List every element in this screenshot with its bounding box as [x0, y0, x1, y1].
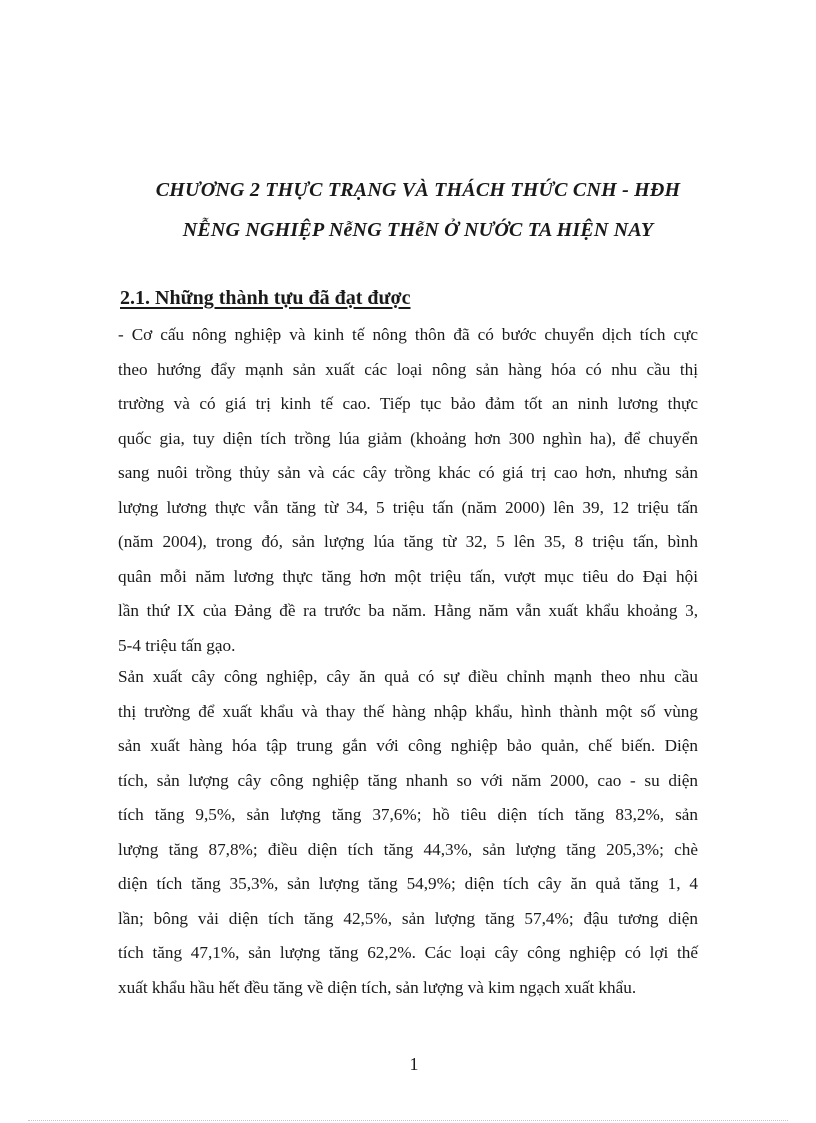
- paragraph-line: lần; bông vải diện tích tăng 42,5%, sản lượng tăng 57,4%; đậu tương diện: [118, 908, 698, 928]
- paragraph-1: [118, 318, 698, 663]
- paragraph-line: thị trường để xuất khẩu và thay thế hàng nhập khẩu, hình thành một số vùng: [118, 701, 698, 721]
- paragraph-line: lần thứ IX của Đảng đề ra trước ba năm. Hằng năm vẫn xuất khẩu khoảng 3,: [118, 601, 698, 620]
- paragraph-line: diện tích tăng 35,3%, sản lượng tăng 54,9%; diện tích cây ăn quả tăng 1, 4: [118, 874, 698, 893]
- paragraph-2: [118, 660, 698, 1005]
- paragraph-line: theo hướng đẩy mạnh sản xuất các loại nông sản hàng hóa có nhu cầu thị: [118, 359, 698, 379]
- paragraph-line: lượng lương thực vẫn tăng từ 34, 5 triệu tấn (năm 2000) lên 39, 12 triệu tấn: [118, 497, 698, 517]
- chapter-title-line-1: CHƯƠNG 2 THỰC TRẠNG VÀ THÁCH THỨC CNH - HĐH: [155, 179, 681, 201]
- paragraph-line: (năm 2004), trong đó, sản lượng lúa tăng từ 32, 5 lên 35, 8 triệu tấn, bình: [118, 532, 698, 551]
- paragraph-line: sản xuất hàng hóa tập trung gắn với công nghiệp bảo quản, chế biến. Diện: [118, 736, 698, 755]
- section-heading: 2.1. Những thành tựu đã đạt được: [120, 287, 411, 309]
- paragraph-line: sang nuôi trồng thủy sản và các cây trồng khác có giá trị cao hơn, nhưng sản: [118, 463, 698, 482]
- paragraph-line: tích tăng 47,1%, sản lượng tăng 62,2%. Các loại cây công nghiệp có lợi thế: [118, 943, 698, 962]
- paragraph-line: tích, sản lượng cây công nghiệp tăng nhanh so với năm 2000, cao - su diện: [118, 770, 698, 790]
- paragraph-line: 5-4 triệu tấn gạo.: [118, 635, 236, 655]
- paragraph-line: lượng tăng 87,8%; điều diện tích tăng 44,3%, sản lượng tăng 205,3%; chè: [118, 839, 698, 859]
- paragraph-line: trường và có giá trị kinh tế cao. Tiếp tục bảo đảm tốt an ninh lương thực: [118, 394, 698, 413]
- paragraph-line: tích tăng 9,5%, sản lượng tăng 37,6%; hồ tiêu diện tích tăng 83,2%, sản: [118, 805, 698, 824]
- chapter-title-line-2: NỄNG NGHIỆP NễNG THễN Ở NƯỚC TA HIỆN NAY: [182, 219, 654, 241]
- footer-divider: [28, 1120, 788, 1121]
- page-number: 1: [409, 1054, 419, 1074]
- paragraph-line: - Cơ cấu nông nghiệp và kinh tế nông thôn đã có bước chuyển dịch tích cực: [118, 325, 698, 344]
- paragraph-line: Sản xuất cây công nghiệp, cây ăn quả có sự điều chỉnh mạnh theo nhu cầu: [118, 667, 698, 686]
- paragraph-line: xuất khẩu hầu hết đều tăng về diện tích, sản lượng và kim ngạch xuất khẩu.: [118, 977, 637, 997]
- paragraph-line: quốc gia, tuy diện tích trồng lúa giảm (khoảng hơn 300 nghìn ha), để chuyển: [118, 428, 698, 448]
- paragraph-line: quân mỗi năm lương thực tăng hơn một triệu tấn, vượt mục tiêu do Đại hội: [118, 566, 698, 586]
- chapter-title: [100, 170, 736, 250]
